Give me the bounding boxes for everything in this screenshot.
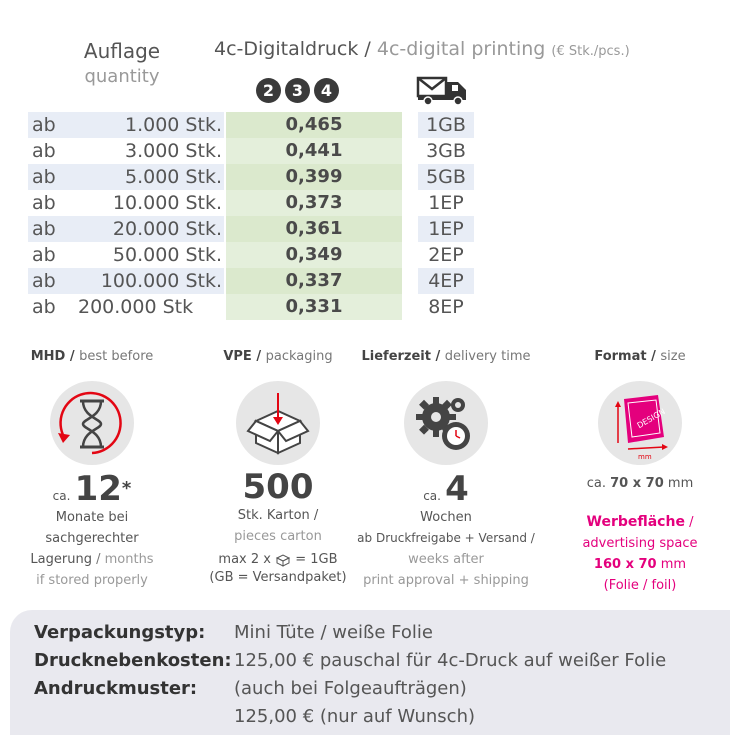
- row-prefix: ab: [32, 244, 56, 266]
- footer-label: Verpackungstyp:: [34, 622, 206, 643]
- row-shipping: 2EP: [428, 244, 464, 266]
- row-quantity: 5.000 Stk.: [125, 166, 222, 188]
- row-shipping: 5GB: [418, 164, 474, 190]
- delivery-title-en: delivery time: [444, 349, 531, 364]
- row-shipping: 8EP: [428, 296, 464, 318]
- quantity-header: [72, 38, 172, 90]
- row-prefix: ab: [32, 296, 56, 318]
- row-quantity: 200.000 Stk: [78, 296, 194, 318]
- row-shipping: 1EP: [428, 192, 464, 214]
- row-shipping: 3GB: [426, 140, 466, 162]
- format-title: Format / size: [594, 349, 686, 364]
- design-sachet-icon: [598, 381, 682, 465]
- print-header-en: 4c-digital printing: [376, 38, 546, 60]
- row-price: 0,331: [226, 294, 402, 320]
- truck-envelope-icon: [416, 74, 472, 110]
- row-price: 0,337: [226, 268, 402, 294]
- row-quantity: 3.000 Stk.: [125, 140, 222, 162]
- packaging-line1: Stk. Karton /: [237, 508, 319, 523]
- info-format: Format / size DESIGN mm ca. 70 x 70 mm Werbefläche / advertising space 160 x 70 mm (Folie / foil): [550, 346, 730, 596]
- number-badge-3: 3: [285, 78, 310, 103]
- best-before-line3-de: Lagerung: [30, 552, 92, 567]
- ad-space-foil: (Folie / foil): [603, 578, 677, 593]
- quantity-header-en: quantity: [84, 66, 160, 87]
- table-row: [28, 190, 478, 216]
- row-prefix: ab: [32, 270, 56, 292]
- print-header-sep: /: [358, 38, 377, 60]
- print-header-de: 4c-Digitaldruck: [214, 38, 359, 60]
- packaging-line3a: max 2 x: [218, 552, 271, 567]
- table-row: [28, 294, 478, 320]
- row-prefix: ab: [32, 166, 56, 188]
- row-prefix: ab: [32, 114, 56, 136]
- ad-space-size: 160 x 70: [593, 557, 657, 572]
- format-ca: ca.: [586, 476, 606, 491]
- best-before-ca: ca.: [52, 489, 71, 503]
- delivery-title-de: Lieferzeit: [361, 349, 431, 364]
- quantity-header-de: Auflage: [83, 39, 161, 63]
- design-label: DESIGN: [635, 406, 667, 431]
- footer-label: Andruckmuster:: [34, 678, 198, 699]
- table-row: [28, 242, 478, 268]
- format-title-de: Format: [594, 349, 647, 364]
- delivery-ca: ca.: [423, 489, 441, 503]
- footer-label: Drucknebenkosten:: [34, 650, 232, 671]
- row-price: 0,465: [226, 112, 402, 138]
- delivery-line4: print approval + shipping: [363, 573, 529, 588]
- row-price: 0,361: [226, 216, 402, 242]
- delivery-title: Lieferzeit / delivery time: [361, 349, 531, 364]
- best-before-title-de: MHD: [30, 349, 66, 364]
- footer-value: 125,00 € (nur auf Wunsch): [234, 706, 476, 727]
- best-before-line1: Monate bei: [55, 510, 129, 525]
- print-number-badges: [256, 78, 339, 103]
- packaging-line4: (GB = Versandpaket): [209, 570, 347, 585]
- table-row: [28, 112, 478, 138]
- ad-space-en: advertising space: [582, 536, 698, 551]
- format-unit: mm: [667, 476, 694, 491]
- best-before-line4: if stored properly: [36, 573, 148, 588]
- ad-space-unit: mm: [660, 557, 687, 572]
- mm-label: mm: [638, 453, 652, 461]
- info-best-before: MHD / best before ca. 12* Monate bei sachgerechter Lagerung / months if stored properly: [2, 346, 182, 591]
- best-before-title-en: best before: [79, 349, 154, 364]
- row-quantity: 50.000 Stk.: [112, 244, 222, 266]
- ad-space-de: Werbefläche: [586, 514, 685, 530]
- row-prefix: ab: [32, 140, 56, 162]
- hourglass-icon: [50, 381, 134, 465]
- print-header: [214, 38, 630, 60]
- packaging-title-en: packaging: [265, 349, 333, 364]
- row-price: 0,349: [226, 242, 402, 268]
- footer-row: [34, 706, 476, 727]
- small-box-icon: [275, 553, 291, 567]
- delivery-line2: ab Druckfreigabe + Versand /: [357, 531, 535, 545]
- packaging-line3b: = 1GB: [295, 552, 338, 567]
- footer-row: [34, 678, 467, 699]
- delivery-line3: weeks after: [408, 552, 484, 567]
- print-header-unit: (€ Stk./pcs.): [551, 44, 630, 59]
- box-icon: [236, 381, 320, 465]
- footer-row: [34, 622, 433, 643]
- row-shipping: 1GB: [418, 112, 474, 138]
- packaging-value: 500: [242, 467, 314, 507]
- packaging-title: VPE / packaging: [223, 349, 333, 364]
- delivery-line1: Wochen: [420, 510, 472, 525]
- best-before-line2: sachgerechter: [45, 531, 139, 546]
- packaging-title-de: VPE: [223, 349, 252, 364]
- row-quantity: 100.000 Stk.: [100, 270, 222, 292]
- footer-row: [34, 650, 667, 671]
- row-price: 0,441: [226, 138, 402, 164]
- footer-value: (auch bei Folgeaufträgen): [234, 678, 467, 699]
- row-quantity: 20.000 Stk.: [112, 218, 222, 240]
- table-row: [28, 268, 478, 294]
- info-packaging: [188, 346, 368, 585]
- row-prefix: ab: [32, 192, 56, 214]
- best-before-title: MHD / best before: [30, 349, 154, 364]
- best-before-value: 12: [74, 469, 122, 509]
- number-badge-2: 2: [256, 78, 281, 103]
- table-row: [28, 216, 478, 242]
- format-title-en: size: [660, 349, 686, 364]
- row-quantity: 10.000 Stk.: [112, 192, 222, 214]
- footer-value: Mini Tüte / weiße Folie: [234, 622, 433, 643]
- footer-value: 125,00 € pauschal für 4c-Druck auf weißer Folie: [234, 650, 667, 671]
- info-delivery: [356, 346, 536, 591]
- delivery-value: 4: [445, 469, 469, 509]
- gears-clock-icon: [404, 381, 488, 465]
- row-price: 0,399: [226, 164, 402, 190]
- row-price: 0,373: [226, 190, 402, 216]
- number-badge-4: 4: [314, 78, 339, 103]
- format-size: 70 x 70: [610, 476, 664, 491]
- best-before-star: *: [121, 478, 132, 499]
- row-prefix: ab: [32, 218, 56, 240]
- row-shipping: 4EP: [418, 268, 474, 294]
- row-shipping: 1EP: [418, 216, 474, 242]
- table-row: [28, 164, 478, 190]
- table-row: [28, 138, 478, 164]
- best-before-line3-en: months: [104, 552, 154, 567]
- packaging-line2: pieces carton: [234, 529, 322, 544]
- row-quantity: 1.000 Stk.: [125, 114, 222, 136]
